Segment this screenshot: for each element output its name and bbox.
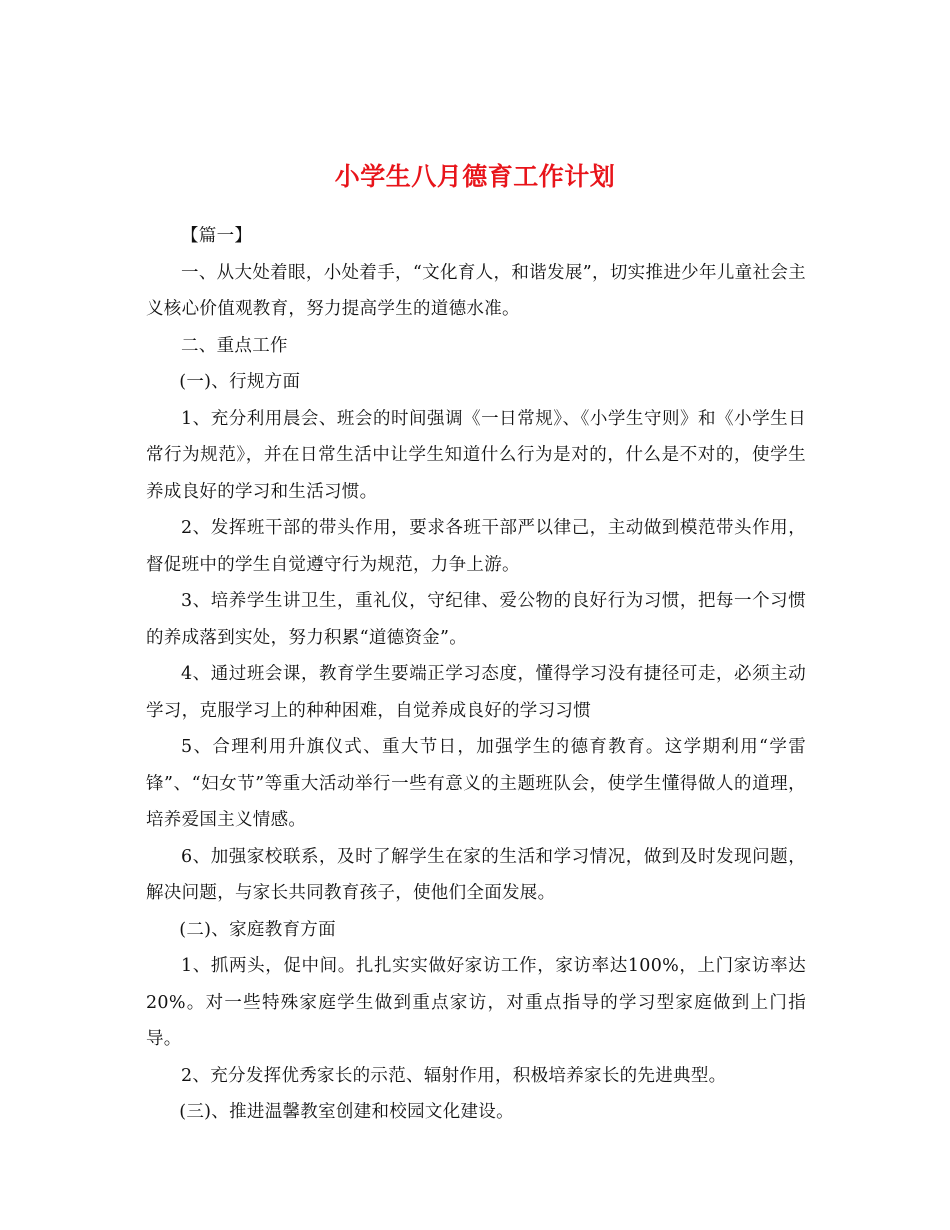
list-item: 1、充分利用晨会、班会的时间强调《一日常规》、《小学生守则》和《小学生日常行为规范》，并在日常生活中让学生知道什么行为是对的，什么是不对的，使学生养成良好的学习和生活习惯。 — [146, 408, 806, 502]
subsection-heading-classroom-culture: (三)、推进温馨教室创建和校园文化建设。 — [179, 1102, 514, 1122]
list-item: 6、加强家校联系，及时了解学生在家的生活和学习情况，做到及时发现问题，解决问题，与家长共同教育孩子，使他们全面发展。 — [146, 846, 806, 903]
list-item: 1、抓两头，促中间。扎扎实实做好家访工作，家访率达100%，上门家访率达20%。对一些特殊家庭学生做到重点家访，对重点指导的学习型家庭做到上门指导。 — [146, 956, 806, 1049]
list-item: 2、发挥班干部的带头作用，要求各班干部严以律己，主动做到模范带头作用，督促班中的学生自觉遵守行为规范，力争上游。 — [146, 518, 806, 575]
list-item: 5、合理利用升旗仪式、重大节日，加强学生的德育教育。这学期利用“学雷锋”、“妇女节”等重大活动举行一些有意义的主题班队会，使学生懂得做人的道理，培养爱国主义情感。 — [146, 737, 806, 830]
list-item: 3、培养学生讲卫生，重礼仪，守纪律、爱公物的良好行为习惯，把每一个习惯的养成落到实处，努力积累“道德资金”。 — [146, 591, 806, 648]
document-body — [146, 218, 806, 1131]
subsection-heading-conduct: (一)、行规方面 — [179, 372, 301, 392]
list-item: 2、充分发挥优秀家长的示范、辐射作用，积极培养家长的先进典型。 — [181, 1065, 727, 1086]
paragraph-guiding-principle: 一、从大处着眼，小处着手，“文化育人，和谐发展”，切实推进少年儿童社会主义核心价值观教育，努力提高学生的道德水准。 — [146, 262, 806, 319]
list-item: 4、通过班会课，教育学生要端正学习态度，懂得学习没有捷径可走，必须主动学习，克服学习上的种种困难，自觉养成良好的学习习惯 — [146, 664, 806, 721]
section-heading-key-work: 二、重点工作 — [181, 335, 288, 356]
subsection-heading-family-education: (二)、家庭教育方面 — [179, 919, 336, 940]
document-title: 小学生八月德育工作计划 — [334, 161, 616, 191]
section-heading-part-one: 【篇一】 — [181, 226, 253, 246]
